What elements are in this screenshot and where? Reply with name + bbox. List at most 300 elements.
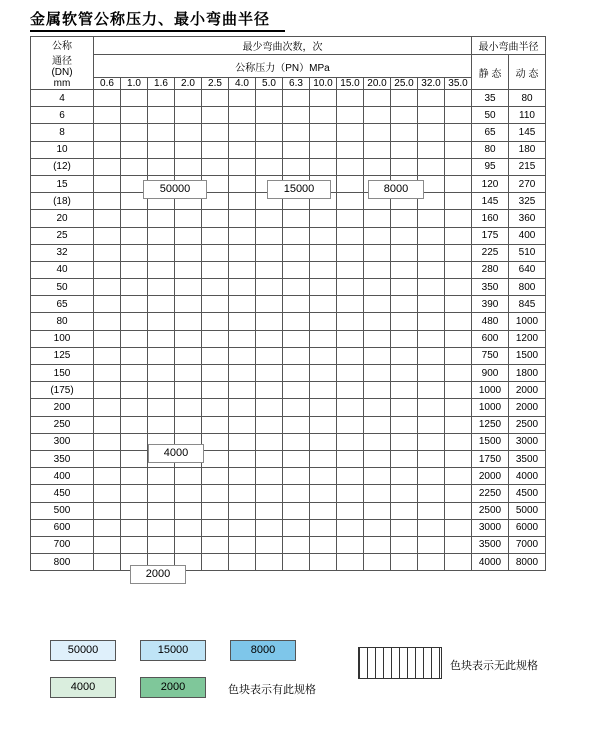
- grid-cell: [94, 450, 121, 467]
- grid-cell: [94, 502, 121, 519]
- grid-cell: [202, 330, 229, 347]
- grid-cell: [175, 107, 202, 124]
- grid-cell: [418, 468, 445, 485]
- grid-cell: [310, 416, 337, 433]
- grid-cell: [229, 519, 256, 536]
- callout-15000: 15000: [267, 180, 331, 199]
- grid-cell: [283, 399, 310, 416]
- grid-cell: [148, 330, 175, 347]
- grid-cell: [202, 261, 229, 278]
- grid-cell: [256, 124, 283, 141]
- grid-cell: [175, 485, 202, 502]
- dynamic-radius-cell: 5000: [509, 502, 546, 519]
- grid-cell: [310, 433, 337, 450]
- grid-cell: [364, 124, 391, 141]
- table-row: [31, 227, 546, 244]
- grid-cell: [418, 450, 445, 467]
- grid-cell: [94, 536, 121, 553]
- table-row: [31, 210, 546, 227]
- grid-cell: [283, 450, 310, 467]
- static-radius-cell: 1750: [472, 450, 509, 467]
- grid-cell: [418, 399, 445, 416]
- grid-cell: [310, 382, 337, 399]
- row-dn-cell: (12): [31, 158, 94, 175]
- grid-cell: [283, 141, 310, 158]
- grid-cell: [94, 485, 121, 502]
- static-radius-cell: 2250: [472, 485, 509, 502]
- grid-cell: [337, 347, 364, 364]
- row-dn-cell: 250: [31, 416, 94, 433]
- row-dn-cell: 800: [31, 554, 94, 571]
- grid-cell: [418, 227, 445, 244]
- grid-cell: [202, 124, 229, 141]
- grid-cell: [337, 175, 364, 192]
- grid-cell: [121, 141, 148, 158]
- grid-cell: [310, 296, 337, 313]
- grid-cell: [445, 141, 472, 158]
- grid-cell: [283, 536, 310, 553]
- grid-cell: [229, 365, 256, 382]
- static-radius-cell: 50: [472, 107, 509, 124]
- grid-cell: [256, 296, 283, 313]
- grid-cell: [445, 296, 472, 313]
- grid-cell: [418, 365, 445, 382]
- grid-cell: [391, 227, 418, 244]
- grid-cell: [337, 330, 364, 347]
- grid-cell: [283, 365, 310, 382]
- table-row: [31, 536, 546, 553]
- pressure-col-header: 5.0: [256, 78, 283, 90]
- grid-cell: [337, 536, 364, 553]
- dynamic-radius-cell: 8000: [509, 554, 546, 571]
- grid-cell: [337, 279, 364, 296]
- grid-cell: [256, 90, 283, 107]
- grid-cell: [364, 158, 391, 175]
- row-dn-cell: 700: [31, 536, 94, 553]
- grid-cell: [256, 536, 283, 553]
- grid-cell: [256, 210, 283, 227]
- grid-cell: [202, 296, 229, 313]
- grid-cell: [229, 175, 256, 192]
- table-row: [31, 554, 546, 571]
- grid-cell: [283, 416, 310, 433]
- dynamic-radius-cell: 325: [509, 193, 546, 210]
- dynamic-radius-cell: 180: [509, 141, 546, 158]
- dn-line-3: (DN): [51, 67, 73, 78]
- grid-cell: [445, 382, 472, 399]
- grid-cell: [229, 450, 256, 467]
- static-radius-cell: 480: [472, 313, 509, 330]
- grid-cell: [175, 536, 202, 553]
- grid-cell: [391, 90, 418, 107]
- grid-cell: [364, 227, 391, 244]
- table-row: [31, 468, 546, 485]
- grid-cell: [337, 382, 364, 399]
- static-header: 静 态: [472, 55, 509, 90]
- grid-cell: [310, 468, 337, 485]
- grid-cell: [202, 399, 229, 416]
- grid-cell: [148, 244, 175, 261]
- grid-cell: [229, 347, 256, 364]
- table-row: [31, 158, 546, 175]
- legend-item-50000: [50, 640, 116, 661]
- static-radius-cell: 145: [472, 193, 509, 210]
- grid-cell: [121, 365, 148, 382]
- grid-cell: [310, 279, 337, 296]
- grid-cell: [337, 244, 364, 261]
- pressure-col-header: 15.0: [337, 78, 364, 90]
- grid-cell: [310, 519, 337, 536]
- grid-cell: [418, 519, 445, 536]
- grid-cell: [310, 124, 337, 141]
- grid-cell: [337, 313, 364, 330]
- row-dn-cell: 80: [31, 313, 94, 330]
- grid-cell: [229, 536, 256, 553]
- static-radius-cell: 3000: [472, 519, 509, 536]
- grid-cell: [175, 313, 202, 330]
- legend-hatch-swatch: [358, 647, 442, 679]
- grid-cell: [202, 244, 229, 261]
- pressure-col-header: 4.0: [229, 78, 256, 90]
- dynamic-radius-cell: 2500: [509, 416, 546, 433]
- grid-cell: [445, 261, 472, 278]
- grid-cell: [94, 519, 121, 536]
- dynamic-radius-cell: 510: [509, 244, 546, 261]
- grid-cell: [337, 296, 364, 313]
- static-radius-cell: 1500: [472, 433, 509, 450]
- grid-cell: [175, 330, 202, 347]
- dynamic-radius-cell: 270: [509, 175, 546, 192]
- grid-cell: [175, 227, 202, 244]
- grid-cell: [391, 365, 418, 382]
- grid-cell: [391, 468, 418, 485]
- grid-cell: [391, 416, 418, 433]
- static-radius-cell: 80: [472, 141, 509, 158]
- grid-cell: [202, 450, 229, 467]
- header-row-2: [31, 55, 546, 78]
- dynamic-radius-cell: 1800: [509, 365, 546, 382]
- grid-cell: [94, 468, 121, 485]
- grid-cell: [256, 502, 283, 519]
- grid-cell: [418, 244, 445, 261]
- table-row: [31, 365, 546, 382]
- grid-cell: [445, 502, 472, 519]
- grid-cell: [256, 107, 283, 124]
- table-row: [31, 107, 546, 124]
- grid-cell: [202, 554, 229, 571]
- grid-cell: [94, 210, 121, 227]
- grid-cell: [337, 433, 364, 450]
- callout-4000: 4000: [148, 444, 204, 463]
- grid-cell: [283, 158, 310, 175]
- grid-cell: [94, 433, 121, 450]
- dynamic-radius-cell: 80: [509, 90, 546, 107]
- grid-cell: [202, 141, 229, 158]
- dynamic-radius-cell: 6000: [509, 519, 546, 536]
- grid-cell: [337, 90, 364, 107]
- grid-cell: [229, 107, 256, 124]
- grid-cell: [121, 210, 148, 227]
- grid-cell: [364, 554, 391, 571]
- dynamic-radius-cell: 1200: [509, 330, 546, 347]
- row-dn-cell: 200: [31, 399, 94, 416]
- grid-cell: [391, 141, 418, 158]
- grid-cell: [391, 107, 418, 124]
- grid-cell: [418, 296, 445, 313]
- legend-label-50000: 50000: [67, 644, 99, 656]
- grid-cell: [256, 141, 283, 158]
- row-dn-cell: 500: [31, 502, 94, 519]
- static-radius-cell: 1250: [472, 416, 509, 433]
- grid-cell: [121, 124, 148, 141]
- grid-cell: [310, 210, 337, 227]
- legend-item-8000: [230, 640, 296, 661]
- grid-cell: [364, 330, 391, 347]
- grid-cell: [337, 519, 364, 536]
- pressure-header: 公称压力（PN）MPa: [94, 55, 472, 78]
- grid-cell: [148, 90, 175, 107]
- static-radius-cell: 350: [472, 279, 509, 296]
- grid-cell: [256, 485, 283, 502]
- grid-cell: [418, 90, 445, 107]
- dynamic-radius-cell: 215: [509, 158, 546, 175]
- dynamic-radius-cell: 1500: [509, 347, 546, 364]
- grid-cell: [364, 536, 391, 553]
- grid-cell: [445, 433, 472, 450]
- grid-cell: [391, 485, 418, 502]
- dynamic-radius-cell: 3500: [509, 450, 546, 467]
- grid-cell: [418, 107, 445, 124]
- grid-cell: [364, 416, 391, 433]
- grid-cell: [310, 227, 337, 244]
- grid-cell: [121, 90, 148, 107]
- dynamic-radius-cell: 4000: [509, 468, 546, 485]
- grid-cell: [229, 502, 256, 519]
- header-row-1: [31, 37, 546, 55]
- grid-cell: [94, 347, 121, 364]
- grid-cell: [364, 450, 391, 467]
- grid-cell: [364, 261, 391, 278]
- radius-header: 最小弯曲半径: [472, 37, 546, 55]
- grid-cell: [121, 158, 148, 175]
- grid-cell: [445, 124, 472, 141]
- grid-cell: [283, 210, 310, 227]
- row-dn-cell: 20: [31, 210, 94, 227]
- grid-cell: [202, 227, 229, 244]
- grid-cell: [256, 519, 283, 536]
- dynamic-radius-cell: 110: [509, 107, 546, 124]
- grid-cell: [229, 485, 256, 502]
- grid-cell: [337, 502, 364, 519]
- grid-cell: [283, 313, 310, 330]
- grid-cell: [283, 554, 310, 571]
- static-radius-cell: 750: [472, 347, 509, 364]
- dynamic-radius-cell: 640: [509, 261, 546, 278]
- grid-cell: [175, 365, 202, 382]
- grid-cell: [283, 279, 310, 296]
- grid-cell: [418, 416, 445, 433]
- dynamic-radius-cell: 845: [509, 296, 546, 313]
- grid-cell: [256, 382, 283, 399]
- grid-cell: [364, 296, 391, 313]
- grid-cell: [148, 296, 175, 313]
- grid-cell: [148, 124, 175, 141]
- grid-cell: [364, 485, 391, 502]
- row-dn-cell: 125: [31, 347, 94, 364]
- grid-cell: [148, 141, 175, 158]
- grid-cell: [175, 519, 202, 536]
- grid-cell: [418, 210, 445, 227]
- grid-cell: [391, 244, 418, 261]
- dynamic-radius-cell: 2000: [509, 382, 546, 399]
- grid-cell: [283, 124, 310, 141]
- grid-cell: [445, 450, 472, 467]
- grid-cell: [256, 261, 283, 278]
- grid-cell: [283, 433, 310, 450]
- grid-cell: [418, 313, 445, 330]
- row-dn-cell: 65: [31, 296, 94, 313]
- grid-cell: [337, 227, 364, 244]
- grid-cell: [337, 485, 364, 502]
- grid-cell: [445, 107, 472, 124]
- grid-cell: [364, 468, 391, 485]
- grid-cell: [94, 90, 121, 107]
- row-dn-cell: 450: [31, 485, 94, 502]
- grid-cell: [202, 485, 229, 502]
- grid-cell: [229, 330, 256, 347]
- table-row: [31, 433, 546, 450]
- grid-cell: [391, 261, 418, 278]
- grid-cell: [148, 227, 175, 244]
- table-row: [31, 296, 546, 313]
- grid-cell: [121, 261, 148, 278]
- static-radius-cell: 65: [472, 124, 509, 141]
- grid-cell: [229, 468, 256, 485]
- row-dn-cell: 50: [31, 279, 94, 296]
- grid-cell: [445, 536, 472, 553]
- grid-cell: [364, 382, 391, 399]
- dn-header-cell: [31, 37, 94, 90]
- row-dn-cell: 40: [31, 261, 94, 278]
- grid-cell: [445, 210, 472, 227]
- grid-cell: [229, 261, 256, 278]
- pressure-col-header: 35.0: [445, 78, 472, 90]
- grid-cell: [445, 365, 472, 382]
- grid-cell: [283, 347, 310, 364]
- table-header: [31, 37, 546, 90]
- grid-cell: [364, 365, 391, 382]
- grid-cell: [121, 536, 148, 553]
- row-dn-cell: 25: [31, 227, 94, 244]
- grid-cell: [256, 365, 283, 382]
- grid-cell: [94, 175, 121, 192]
- grid-cell: [121, 450, 148, 467]
- grid-cell: [364, 433, 391, 450]
- grid-cell: [283, 502, 310, 519]
- table-row: [31, 450, 546, 467]
- spec-table: [30, 36, 546, 571]
- grid-cell: [283, 90, 310, 107]
- grid-cell: [283, 485, 310, 502]
- dynamic-header: 动 态: [509, 55, 546, 90]
- grid-cell: [391, 382, 418, 399]
- grid-cell: [337, 124, 364, 141]
- grid-cell: [121, 468, 148, 485]
- dn-line-4: mm: [53, 78, 71, 89]
- grid-cell: [445, 416, 472, 433]
- table-row: [31, 244, 546, 261]
- grid-cell: [364, 141, 391, 158]
- static-radius-cell: 35: [472, 90, 509, 107]
- grid-cell: [202, 519, 229, 536]
- row-dn-cell: 100: [31, 330, 94, 347]
- grid-cell: [229, 554, 256, 571]
- table-row: [31, 502, 546, 519]
- table-body: [31, 90, 546, 571]
- grid-cell: [229, 296, 256, 313]
- grid-cell: [364, 347, 391, 364]
- static-radius-cell: 225: [472, 244, 509, 261]
- grid-cell: [418, 261, 445, 278]
- grid-cell: [418, 347, 445, 364]
- legend-item-4000: [50, 677, 116, 698]
- static-radius-cell: 390: [472, 296, 509, 313]
- grid-cell: [310, 158, 337, 175]
- grid-cell: [445, 313, 472, 330]
- grid-cell: [256, 554, 283, 571]
- grid-cell: [391, 554, 418, 571]
- grid-cell: [364, 90, 391, 107]
- grid-cell: [94, 330, 121, 347]
- grid-cell: [418, 502, 445, 519]
- grid-cell: [175, 141, 202, 158]
- grid-cell: [202, 416, 229, 433]
- grid-cell: [175, 347, 202, 364]
- row-dn-cell: 8: [31, 124, 94, 141]
- grid-cell: [391, 158, 418, 175]
- table-row: [31, 330, 546, 347]
- grid-cell: [121, 519, 148, 536]
- grid-cell: [391, 296, 418, 313]
- grid-cell: [175, 468, 202, 485]
- grid-cell: [256, 158, 283, 175]
- grid-cell: [94, 107, 121, 124]
- legend-item-2000: [140, 677, 206, 698]
- static-radius-cell: 1000: [472, 399, 509, 416]
- grid-cell: [175, 244, 202, 261]
- legend-note-hatch: 色块表示无此规格: [450, 660, 538, 672]
- grid-cell: [445, 90, 472, 107]
- grid-cell: [175, 296, 202, 313]
- static-radius-cell: 600: [472, 330, 509, 347]
- grid-cell: [175, 124, 202, 141]
- row-dn-cell: (18): [31, 193, 94, 210]
- grid-cell: [229, 193, 256, 210]
- grid-cell: [283, 382, 310, 399]
- row-dn-cell: 10: [31, 141, 94, 158]
- grid-cell: [391, 502, 418, 519]
- grid-cell: [229, 227, 256, 244]
- grid-cell: [175, 261, 202, 278]
- grid-cell: [310, 244, 337, 261]
- grid-cell: [283, 244, 310, 261]
- pressure-col-header: 6.3: [283, 78, 310, 90]
- grid-cell: [337, 554, 364, 571]
- grid-cell: [445, 554, 472, 571]
- grid-cell: [364, 502, 391, 519]
- bend-times-header: 最少弯曲次数，次: [94, 37, 472, 55]
- grid-cell: [202, 90, 229, 107]
